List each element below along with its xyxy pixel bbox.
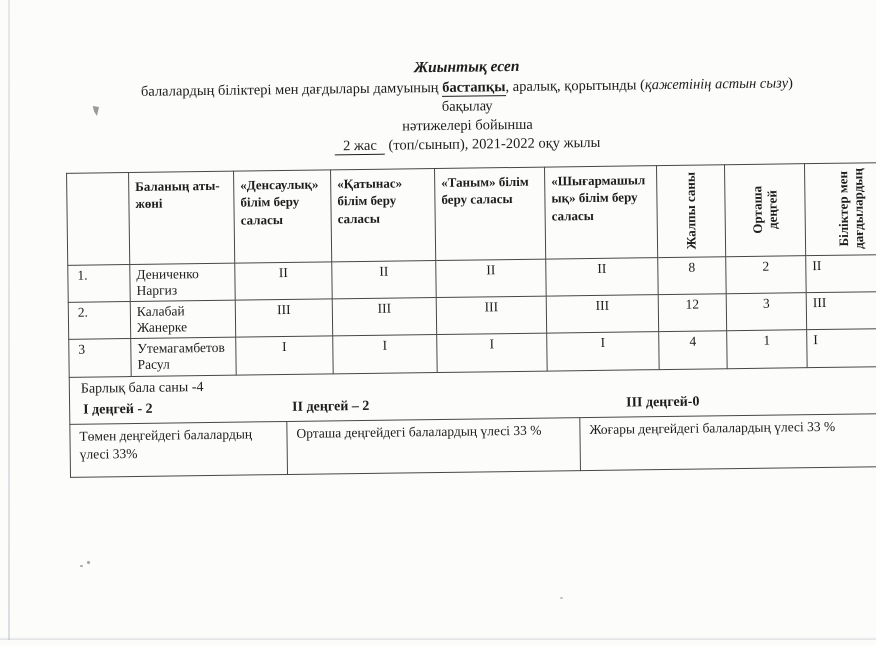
high-level-share: Жоғары деңгейдегі балалардың үлесі 33 % — [580, 413, 876, 471]
header-cell-child-name: Баланың аты- жөні — [129, 171, 235, 264]
data-cell: I — [547, 332, 659, 371]
assessment-table — [66, 161, 876, 377]
data-cell: III — [332, 297, 436, 336]
row-number: 3 — [69, 339, 131, 377]
level3-count: III деңгей-0 — [626, 394, 700, 411]
data-cell: I — [437, 333, 547, 372]
report-title-line4: нәтижелері бойынша — [402, 116, 533, 135]
total-count-cell: 12 — [658, 294, 726, 332]
report-title: Жиынтық есеп — [413, 57, 520, 77]
child-name: Дениченко Наргиз — [130, 263, 235, 302]
header-cell-cognition-area: «Таным» білім беру саласы — [435, 167, 546, 260]
child-name: Утемагамбетов Расул — [131, 337, 236, 376]
report-title-line3: бақылау — [441, 98, 493, 115]
data-cell: I — [333, 335, 437, 374]
report-title-block — [53, 52, 876, 159]
skills-level-cell: II — [806, 254, 876, 293]
header-cell-total-count: Жалпы саны — [656, 164, 725, 257]
total-children-line: Барлық бала саны -4 — [80, 379, 204, 397]
level1-count: I деңгей - 2 — [83, 401, 153, 418]
scan-speck — [560, 597, 563, 599]
data-cell: III — [546, 295, 658, 334]
skills-level-cell: I — [807, 329, 876, 368]
total-count-cell: 4 — [659, 331, 727, 369]
level2-count: II деңгей – 2 — [292, 398, 370, 415]
average-level-cell: 2 — [726, 255, 806, 293]
data-cell: III — [436, 296, 546, 335]
percentage-row — [70, 413, 876, 477]
scan-speck — [80, 565, 83, 567]
header-cell-average-level: Орташа деңгей — [724, 163, 805, 256]
data-cell: II — [546, 257, 658, 296]
scan-speck — [87, 561, 90, 564]
low-level-share: Төмен деңгейдегі балалардың үлесі 33% — [70, 421, 288, 477]
row-number: 2. — [68, 301, 130, 339]
average-level-cell: 3 — [726, 293, 806, 331]
header-cell-empty — [67, 172, 130, 265]
age-group-underlined: 2 жас — [335, 137, 385, 155]
header-cell-skills-level: Біліктер мен дағдылардың — [804, 162, 876, 255]
subtitle-underlined-option: бастапқы — [442, 79, 506, 97]
header-cell-health-area: «Денсаулық» білім беру саласы — [234, 169, 332, 262]
percentage-table — [69, 413, 876, 478]
total-count-cell: 8 — [658, 256, 726, 294]
data-cell: II — [332, 260, 436, 299]
medium-level-share: Орташа деңгейдегі балалардың үлесі 33 % — [287, 417, 581, 474]
table-header-row — [67, 162, 876, 265]
skills-level-cell: III — [806, 291, 876, 330]
school-year-text: (топ/сынып), 2021-2022 оқу жылы — [384, 134, 601, 154]
data-cell: II — [235, 261, 332, 300]
subtitle-italic-note: қажетінің астын сызу — [644, 75, 789, 94]
subtitle-text: , аралық, қорытынды ( — [505, 77, 646, 96]
subtitle-text: балалардың біліктері мен дағдылары дамуының — [140, 80, 443, 101]
paper-edge — [8, 0, 10, 640]
child-name: Калабай Жанерке — [130, 300, 235, 339]
subtitle-text: ) — [788, 75, 794, 92]
average-level-cell: 1 — [727, 330, 807, 368]
data-cell: III — [235, 299, 332, 338]
data-cell: II — [436, 259, 546, 298]
header-cell-communication-area: «Қатынас» білім беру саласы — [331, 168, 436, 261]
header-cell-creativity-area: «Шығармашылық» білім беру саласы — [545, 165, 658, 258]
data-cell: I — [236, 336, 333, 375]
row-number: 1. — [68, 264, 130, 302]
